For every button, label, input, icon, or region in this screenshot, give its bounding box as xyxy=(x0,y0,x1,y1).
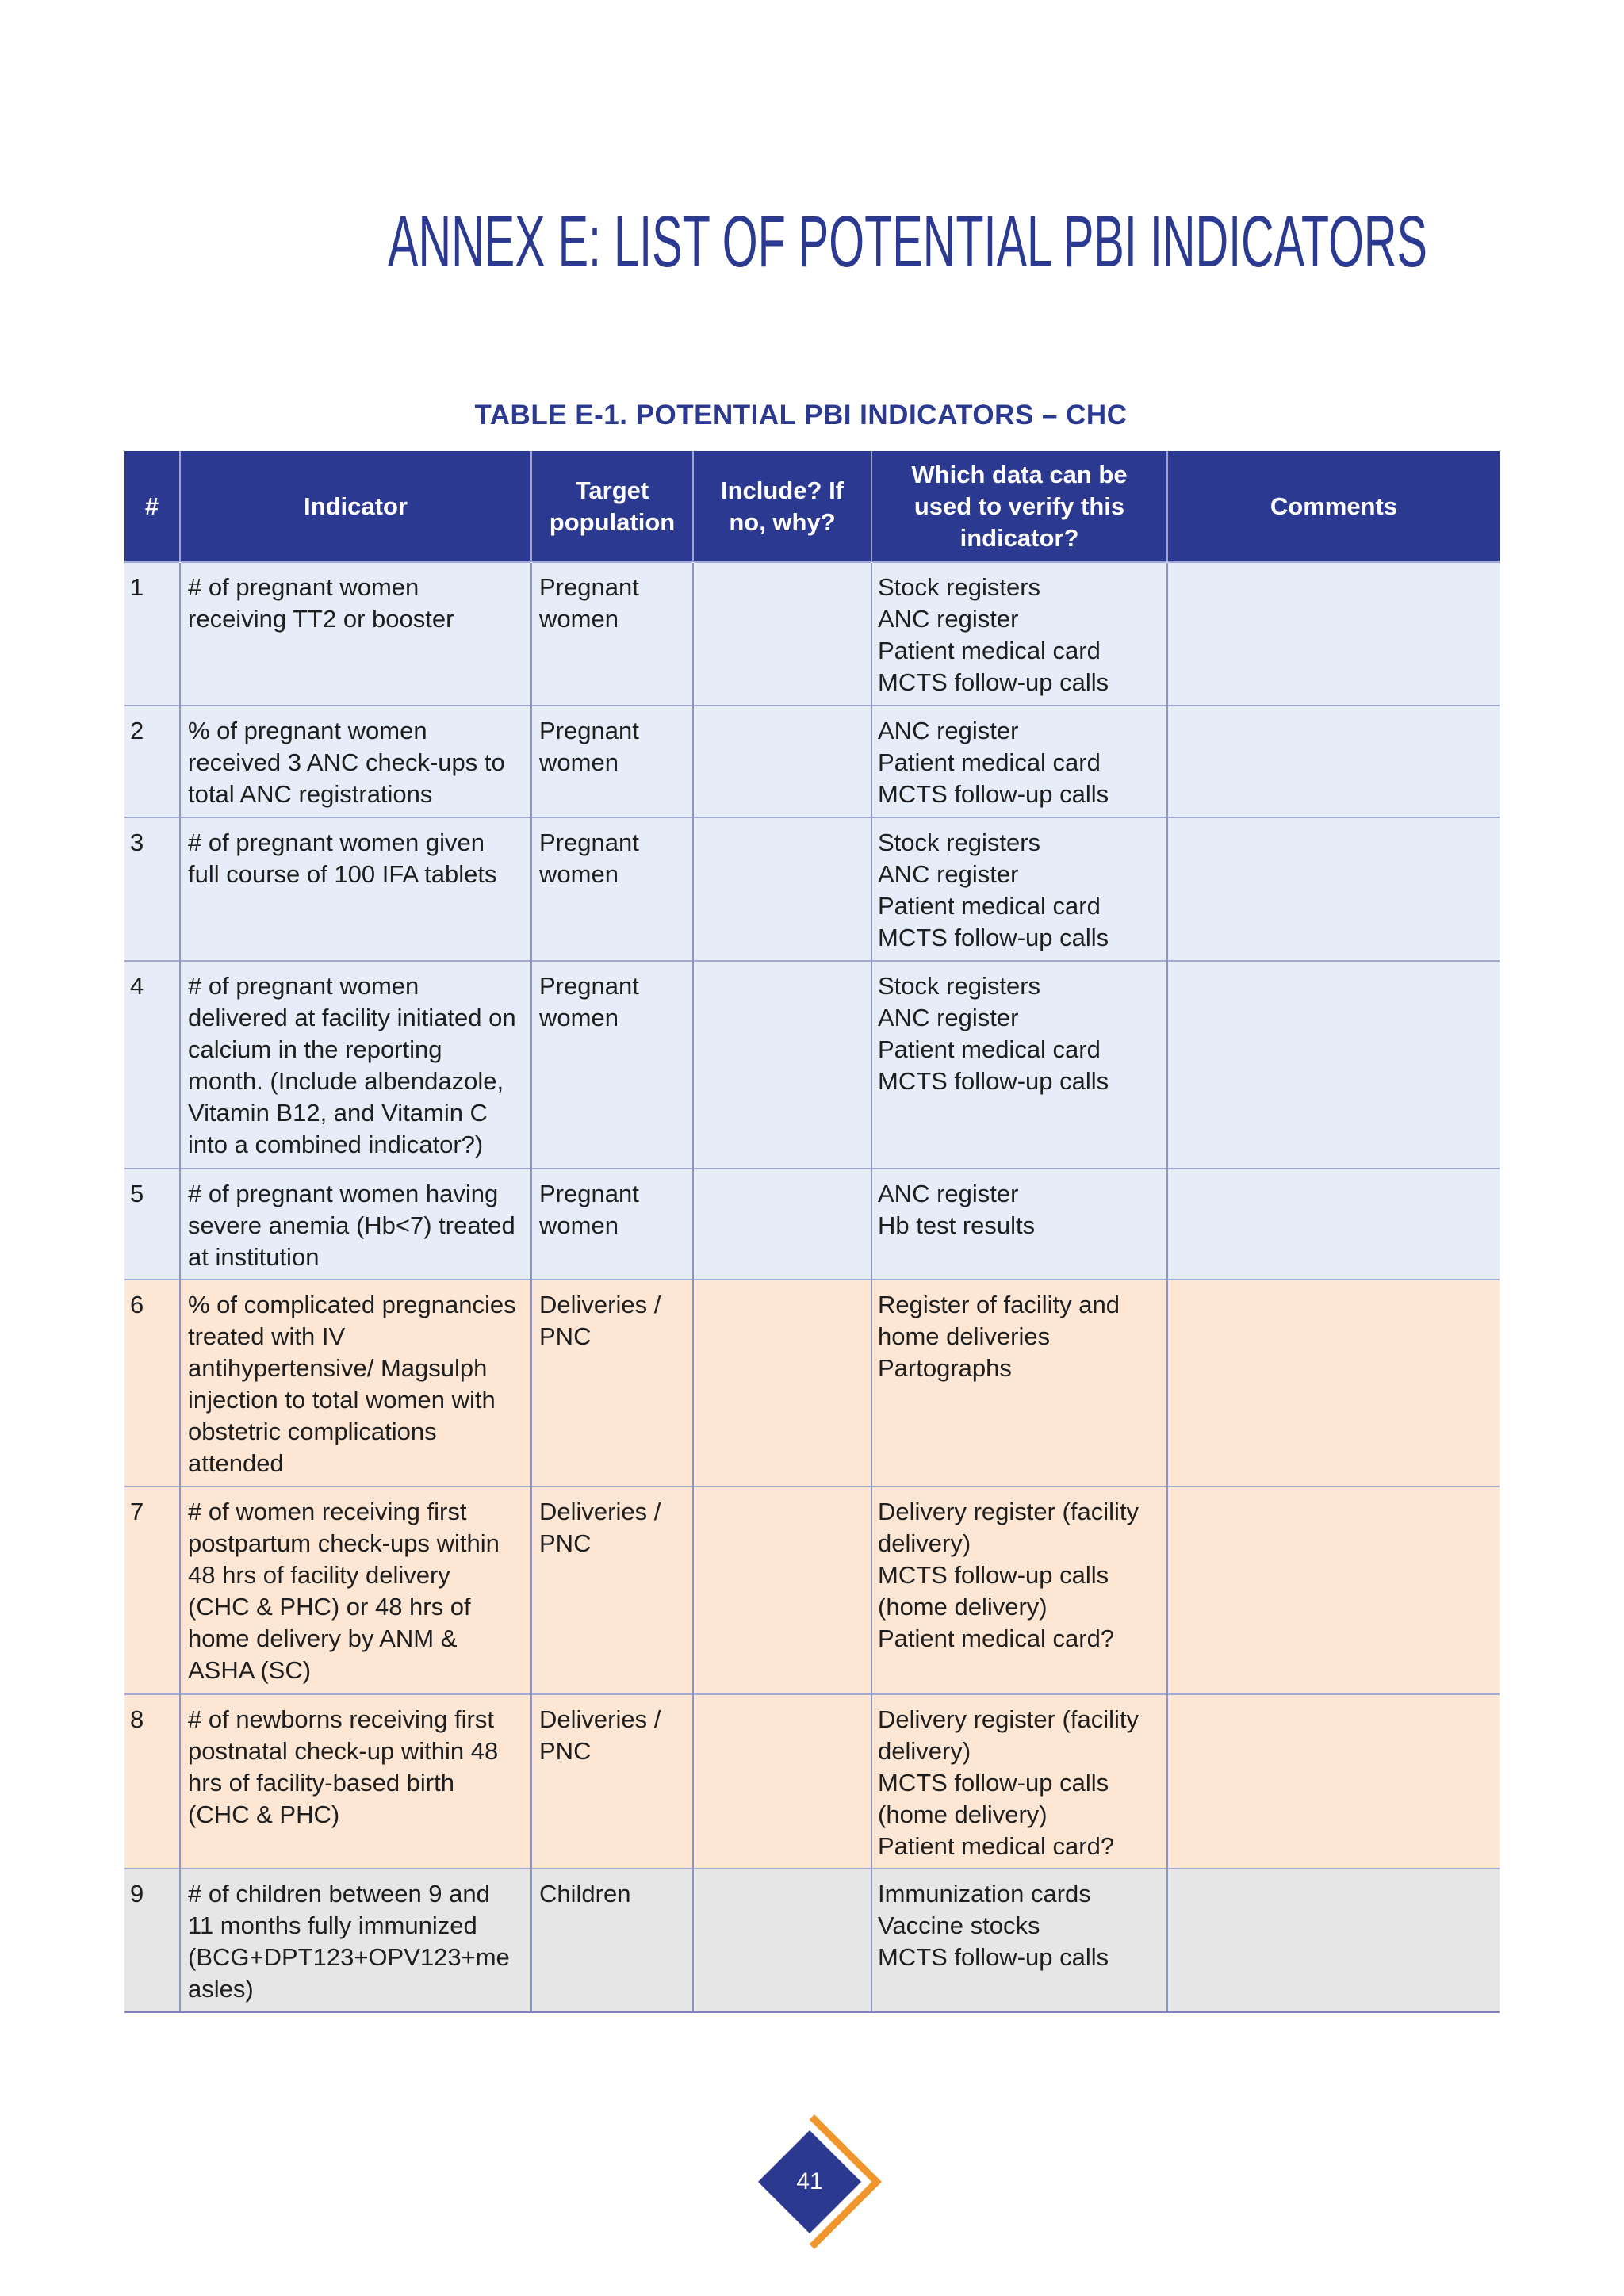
indicator-cell: # of pregnant women having severe anemia (Hb<7) treated at institution xyxy=(180,1169,531,1280)
verification-data-cell xyxy=(871,1869,1167,2012)
header-target-population: Target population xyxy=(531,451,693,562)
comments-cell xyxy=(1167,1694,1500,1869)
include-cell xyxy=(693,1694,871,1869)
verification-source: Hb test results xyxy=(878,1211,1036,1239)
indicator-cell: % of complicated pregnancies treated with IV antihypertensive/ Magsulph injection to total women with obstetric complications attended xyxy=(180,1280,531,1487)
header-include: Include? If no, why? xyxy=(693,451,871,562)
target-population-cell: Children xyxy=(531,1869,693,2012)
verification-source: ANC register xyxy=(878,1004,1019,1031)
verification-source: Stock registers xyxy=(878,573,1041,601)
verification-data-cell xyxy=(871,1280,1167,1487)
target-population-cell: Pregnant women xyxy=(531,562,693,706)
indicator-cell: # of pregnant women given full course of 100 IFA tablets xyxy=(180,817,531,961)
verification-data-cell xyxy=(871,1487,1167,1694)
verification-source: ANC register xyxy=(878,717,1019,744)
table-header xyxy=(124,451,1500,562)
verification-source: Patient medical card xyxy=(878,637,1101,664)
verification-data-cell xyxy=(871,706,1167,817)
verification-source: ANC register xyxy=(878,860,1019,888)
table-row xyxy=(124,1280,1500,1487)
target-population-cell: Pregnant women xyxy=(531,1169,693,1280)
table-row xyxy=(124,1694,1500,1869)
verification-source: Patient medical card? xyxy=(878,1624,1115,1652)
verification-data-cell xyxy=(871,1169,1167,1280)
include-cell xyxy=(693,1280,871,1487)
verification-source: MCTS follow-up calls xyxy=(878,780,1109,808)
verification-source: Patient medical card xyxy=(878,1035,1101,1063)
comments-cell xyxy=(1167,1487,1500,1694)
table-row xyxy=(124,817,1500,961)
page-number: 41 xyxy=(796,2168,823,2195)
include-cell xyxy=(693,817,871,961)
indicator-cell: # of pregnant women delivered at facility initiated on calcium in the reporting month. (Include albendazole, Vitamin B12, and Vitamin C into a combined indicator?) xyxy=(180,961,531,1169)
row-number-cell: 1 xyxy=(124,562,180,706)
include-cell xyxy=(693,961,871,1169)
verification-data-cell xyxy=(871,961,1167,1169)
verification-source: Stock registers xyxy=(878,972,1041,1000)
row-number-cell: 8 xyxy=(124,1694,180,1869)
comments-cell xyxy=(1167,562,1500,706)
comments-cell xyxy=(1167,706,1500,817)
comments-cell xyxy=(1167,1280,1500,1487)
verification-source: Delivery register (facility delivery) xyxy=(878,1705,1139,1765)
include-cell xyxy=(693,706,871,817)
verification-data-cell xyxy=(871,817,1167,961)
indicator-cell: % of pregnant women received 3 ANC check-ups to total ANC registrations xyxy=(180,706,531,817)
target-population-cell: Deliveries / PNC xyxy=(531,1280,693,1487)
indicator-cell: # of newborns receiving first postnatal check-up within 48 hrs of facility-based birth (CHC & PHC) xyxy=(180,1694,531,1869)
verification-source: MCTS follow-up calls (home delivery) xyxy=(878,1561,1109,1621)
include-cell xyxy=(693,1487,871,1694)
indicator-cell: # of children between 9 and 11 months fully immunized (BCG+DPT123+OPV123+measles) xyxy=(180,1869,531,2012)
target-population-cell: Pregnant women xyxy=(531,817,693,961)
table-row xyxy=(124,961,1500,1169)
header-number: # xyxy=(144,492,159,520)
table-header-row xyxy=(124,451,1500,562)
table-row xyxy=(124,1169,1500,1280)
header-indicator: Indicator xyxy=(180,451,531,562)
page-title-graphic xyxy=(388,208,1442,287)
table-row xyxy=(124,1869,1500,2012)
pbi-indicators-table xyxy=(124,451,1500,2013)
verification-source: MCTS follow-up calls xyxy=(878,1943,1109,1971)
include-cell xyxy=(693,1169,871,1280)
header-verification-data: Which data can be used to verify this indicator? xyxy=(871,451,1167,562)
row-number-cell: 3 xyxy=(124,817,180,961)
verification-source: Patient medical card xyxy=(878,748,1101,776)
table-row xyxy=(124,706,1500,817)
row-number-cell: 7 xyxy=(124,1487,180,1694)
row-number-cell: 6 xyxy=(124,1280,180,1487)
verification-source: Patient medical card xyxy=(878,892,1101,920)
verification-source: MCTS follow-up calls (home delivery) xyxy=(878,1769,1109,1828)
verification-source: Vaccine stocks xyxy=(878,1911,1040,1939)
comments-cell xyxy=(1167,817,1500,961)
target-population-cell: Deliveries / PNC xyxy=(531,1694,693,1869)
verification-data-cell xyxy=(871,562,1167,706)
verification-source: MCTS follow-up calls xyxy=(878,924,1109,951)
row-number-cell: 9 xyxy=(124,1869,180,2012)
verification-source: Register of facility and home deliveries xyxy=(878,1291,1120,1350)
target-population-cell: Pregnant women xyxy=(531,961,693,1169)
page-title: ANNEX E: LIST OF POTENTIAL PBI INDICATORS xyxy=(388,208,1427,282)
verification-source: ANC register xyxy=(878,605,1019,633)
verification-source: Immunization cards xyxy=(878,1880,1091,1908)
row-number-cell: 4 xyxy=(124,961,180,1169)
target-population-cell: Deliveries / PNC xyxy=(531,1487,693,1694)
table-row xyxy=(124,1487,1500,1694)
header-comments: Comments xyxy=(1167,451,1500,562)
verification-source: ANC register xyxy=(878,1180,1019,1207)
verification-source: MCTS follow-up calls xyxy=(878,668,1109,696)
verification-source: Delivery register (facility delivery) xyxy=(878,1498,1139,1557)
indicator-cell: # of women receiving first postpartum check-ups within 48 hrs of facility delivery (CHC & PHC) or 48 hrs of home delivery by ANM & ASHA (SC) xyxy=(180,1487,531,1694)
table-body xyxy=(124,562,1500,2012)
row-number-cell: 5 xyxy=(124,1169,180,1280)
include-cell xyxy=(693,1869,871,2012)
table-row xyxy=(124,562,1500,706)
indicator-cell: # of pregnant women receiving TT2 or booster xyxy=(180,562,531,706)
verification-data-cell xyxy=(871,1694,1167,1869)
comments-cell xyxy=(1167,1869,1500,2012)
table-caption: TABLE E-1. POTENTIAL PBI INDICATORS – CHC xyxy=(474,400,1128,430)
comments-cell xyxy=(1167,961,1500,1169)
row-number-cell: 2 xyxy=(124,706,180,817)
verification-source: MCTS follow-up calls xyxy=(878,1067,1109,1095)
comments-cell xyxy=(1167,1169,1500,1280)
verification-source: Stock registers xyxy=(878,828,1041,856)
verification-source: Patient medical card? xyxy=(878,1832,1115,1860)
verification-source: Partographs xyxy=(878,1354,1012,1382)
target-population-cell: Pregnant women xyxy=(531,706,693,817)
include-cell xyxy=(693,562,871,706)
